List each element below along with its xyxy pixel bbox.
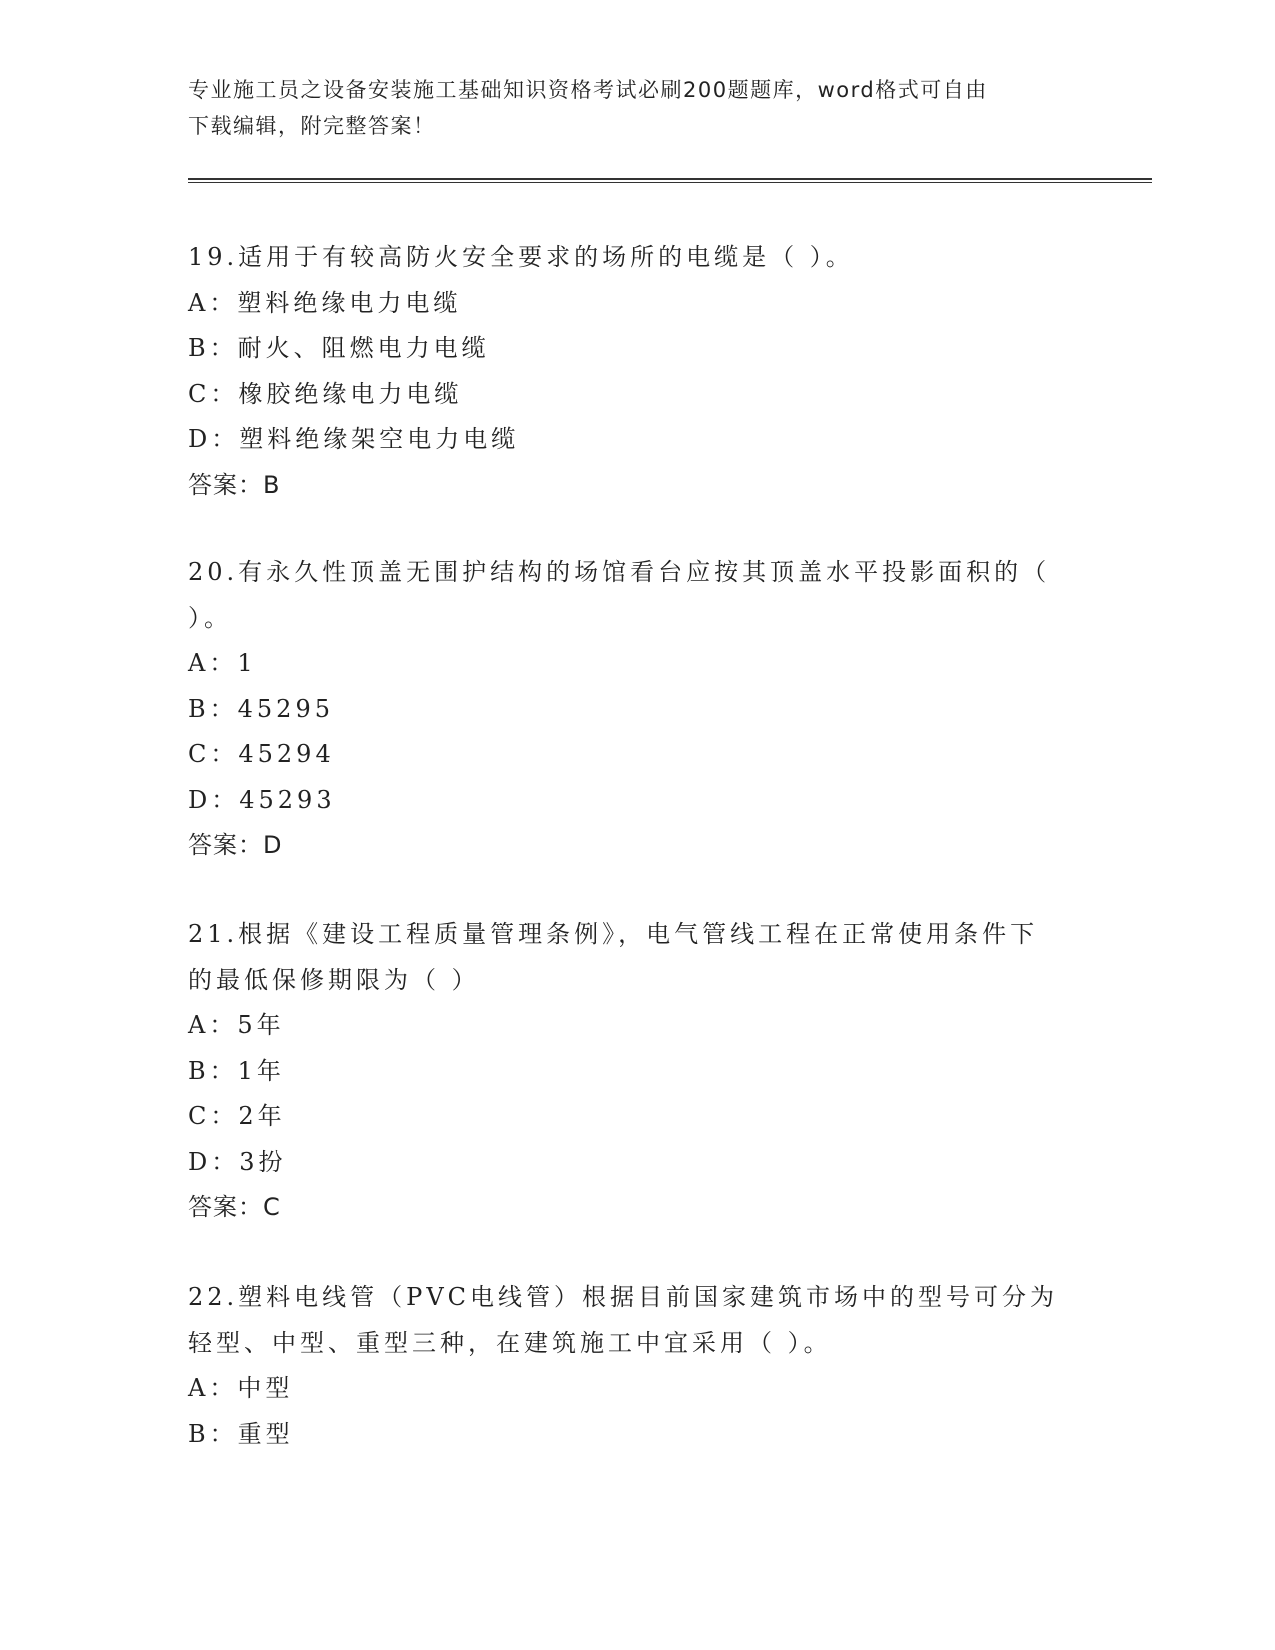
question-text-continued: 的最低保修期限为（ ） [188,965,480,994]
question-text: 21.根据《建设工程质量管理条例》，电气管线工程在正常使用条件下 [188,920,1039,948]
option-c: C：橡胶绝缘电力电缆 [188,379,463,408]
header-divider [188,178,1152,183]
option-c: C：45294 [188,740,335,768]
question-block-19 [188,235,1088,508]
question-text: 20.有永久性顶盖无围护结构的场馆看台应按其顶盖水平投影面积的（ [188,558,1051,586]
answer-text: 答案：D [188,831,283,859]
option-b: B：45295 [188,694,334,723]
option-a: A：5年 [188,1011,285,1039]
question-block-20 [188,550,1088,869]
answer-text: 答案：B [188,470,281,499]
option-d: D：塑料绝缘架空电力电缆 [188,425,520,453]
option-a: A：塑料绝缘电力电缆 [188,288,462,317]
question-block-21 [188,912,1088,1231]
question-text: 22.塑料电线管（PVC电线管）根据目前国家建筑市场中的型号可分为 [188,1283,1059,1311]
option-c: C：2年 [188,1102,286,1130]
answer-text: 答案：C [188,1193,281,1221]
option-b: B：耐火、阻燃电力电缆 [188,334,490,362]
option-b: B：重型 [188,1419,294,1448]
question-text: 19.适用于有较高防火安全要求的场所的电缆是（ ）。 [188,243,854,271]
header-title-line-2: 下载编辑，附完整答案！ [188,114,436,138]
option-a: A：中型 [188,1374,294,1402]
option-d: D：45293 [188,785,336,814]
question-text-continued: ）。 [188,603,232,632]
question-block-22 [188,1275,1088,1457]
question-text-continued: 轻型、中型、重型三种，在建筑施工中宜采用（ ）。 [188,1328,832,1357]
option-d: D：3扮 [188,1147,287,1176]
header-title-line-1: 专业施工员之设备安装施工基础知识资格考试必刷200题题库，word格式可自由 [188,78,988,102]
option-a: A：1 [188,649,257,677]
option-b: B：1年 [188,1056,285,1085]
document-header [188,72,1068,144]
